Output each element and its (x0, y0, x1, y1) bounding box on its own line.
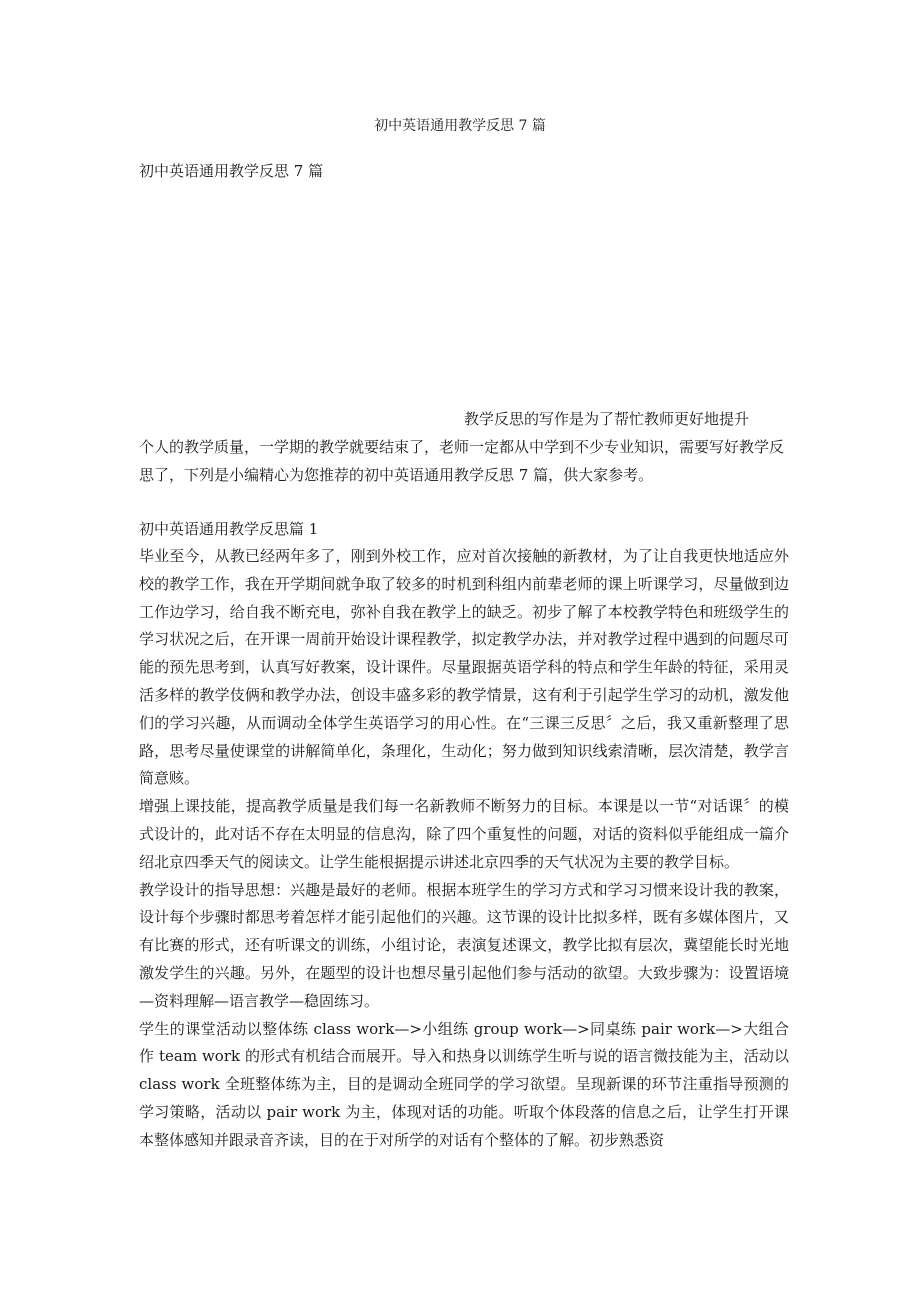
body-paragraph: 毕业至今，从教已经两年多了，刚到外校工作，应对首次接触的新教材，为了让自我更快地适应外校的教学工作，我在开学期间就争取了较多的时机到科组内前辈老师的课上听课学习，尽量做到边工作边学习，给自我不断充电，弥补自我在教学上的缺乏。初步了解了本校教学特色和班级学生的学习状况之后，在开课一周前开始设计课程教学，拟定教学办法，并对教学过程中遇到的问题尽可能的预先思考到，认真写好教案，设计课件。尽量跟据英语学科的特点和学生年龄的特征，采用灵活多样的教学伎俩和教学办法，创设丰盛多彩的教学情景，这有利于引起学生学习的动机，激发他们的学习兴趣，从而调动全体学生英语学习的用心性。在“三课三反思〞之后，我又重新整理了思路，思考尽量使课堂的讲解简单化，条理化，生动化；努力做到知识线索清晰，层次清楚，教学言简意赅。 (139, 547, 789, 788)
intro-rest: 个人的教学质量，一学期的教学就要结束了，老师一定都从中学到不少专业知识，需要写好教学反思了，下列是小编精心为您推荐的初中英语通用教学反思 7 篇，供大家参考。 (139, 438, 785, 484)
section-heading: 初中英语通用教学反思篇 1 (139, 520, 319, 538)
body-paragraph: 教学设计的指导思想：兴趣是最好的老师。根据本班学生的学习方式和学习习惯来设计我的教案，设计每个步骤时都思考着怎样才能引起他们的兴趣。这节课的设计比拟多样，既有多媒体图片，又有比赛的形式，还有听课文的训练，小组讨论，表演复述课文，教学比拟有层次，冀望能长时光地激发学生的兴趣。另外，在题型的设计也想尽量引起他们参与活动的欲望。大致步骤为：设置语境—资料理解—语言教学—稳固练习。 (139, 880, 789, 1010)
page-header-title: 初中英语通用教学反思 7 篇 (374, 118, 546, 134)
body-text (139, 543, 789, 1155)
body-paragraph: 增强上课技能，提高教学质量是我们每一名新教师不断努力的目标。本课是以一节“对话课〞的模式设计的，此对话不存在太明显的信息沟，除了四个重复性的问题，对话的资料似乎能组成一篇介绍北京四季天气的阅读文。让学生能根据提示讲述北京四季的天气状况为主要的教学目标。 (139, 797, 789, 871)
body-paragraph: 学生的课堂活动以整体练 class work—>小组练 group work—>同桌练 pair work—>大组合作 team work 的形式有机结合而展开。导入和热身以训练学生听与说的语言微技能为主，活动以 class work 全班整体练为主，目的是调动全班同学的学习欲望。呈现新课的环节注重指导预测的学习策略，活动以 pair work 为主，体现对话的功能。听取个体段落的信息之后，让学生打开课本整体感知并跟录音齐读，目的在于对所学的对话有个整体的了解。初步熟悉资 (139, 1019, 789, 1149)
intro-paragraph (139, 405, 789, 489)
document-title: 初中英语通用教学反思 7 篇 (139, 162, 324, 180)
intro-first-line: 教学反思的写作是为了帮忙教师更好地提升 (464, 410, 750, 428)
